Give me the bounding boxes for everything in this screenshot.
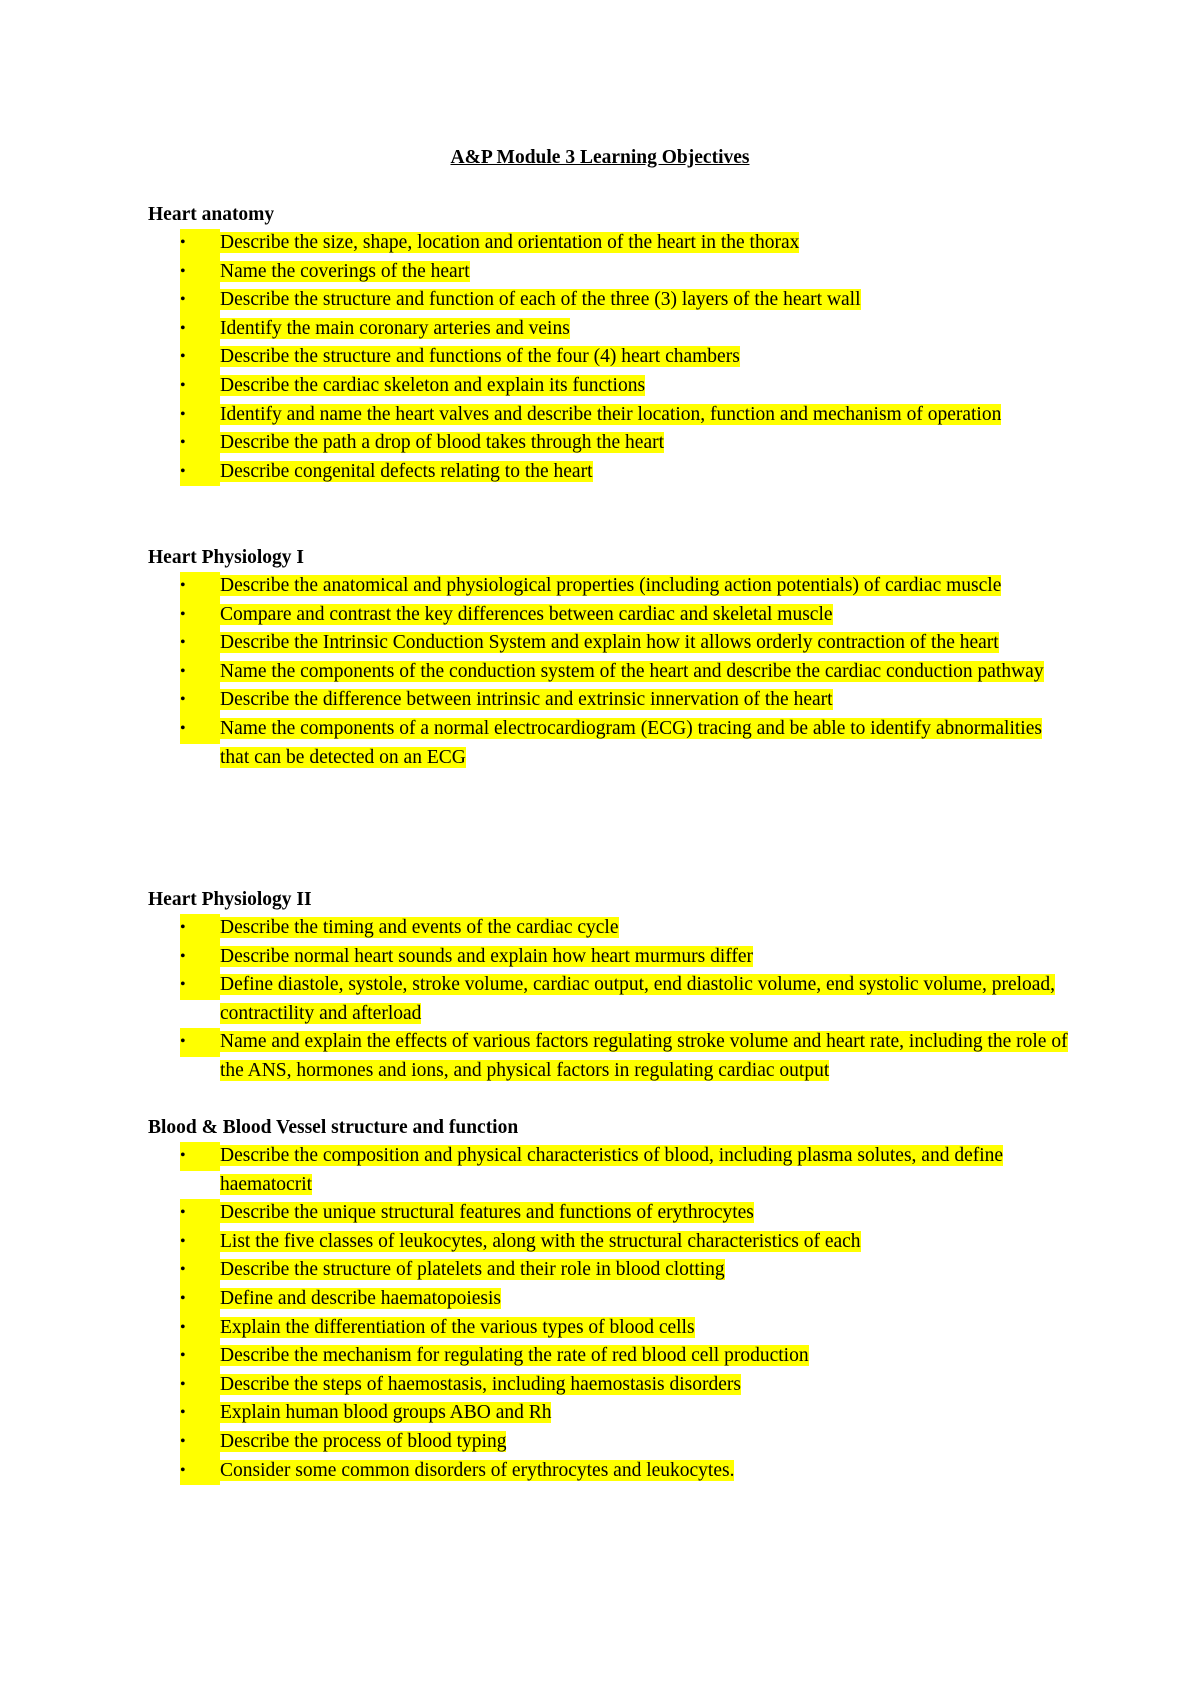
objective-item	[148, 458, 1068, 487]
objective-list	[148, 572, 1068, 772]
objective-item	[148, 601, 1068, 630]
objective-item	[148, 715, 1068, 772]
bullet-icon: •	[180, 1028, 220, 1057]
section-heading: Heart Physiology II	[148, 889, 312, 910]
objective-list	[148, 914, 1068, 1086]
objective-item	[148, 1342, 1068, 1371]
objective-text: Describe the cardiac skeleton and explain its functions	[220, 374, 646, 396]
objective-item	[148, 1371, 1068, 1400]
objective-item	[148, 229, 1068, 258]
bullet-icon: •	[180, 1399, 220, 1428]
objective-text: Explain the differentiation of the various types of blood cells	[220, 1316, 695, 1338]
objective-item	[148, 1142, 1068, 1199]
bullet-icon: •	[180, 1142, 220, 1171]
objective-item	[148, 258, 1068, 287]
bullet-icon: •	[180, 1256, 220, 1285]
objective-item	[148, 1199, 1068, 1228]
bullet-icon: •	[180, 343, 220, 372]
bullet-icon: •	[180, 1314, 220, 1343]
objective-text: Describe the mechanism for regulating the rate of red blood cell production	[220, 1345, 809, 1367]
objective-text: Name the components of the conduction system of the heart and describe the cardiac conduction pathway	[220, 660, 1044, 682]
objective-text: Explain human blood groups ABO and Rh	[220, 1402, 552, 1424]
objective-text: Describe the structure of platelets and their role in blood clotting	[220, 1259, 725, 1281]
section-heart-physiology-1	[148, 544, 1068, 772]
objective-text: Define and describe haematopoiesis	[220, 1287, 502, 1309]
objective-text: Describe the timing and events of the cardiac cycle	[220, 917, 619, 938]
objective-text: Describe the composition and physical characteristics of blood, including plasma solutes, and define haematocrit	[220, 1145, 1004, 1195]
objective-text: Describe the size, shape, location and orientation of the heart in the thorax	[220, 232, 800, 253]
objective-text: Describe the difference between intrinsic and extrinsic innervation of the heart	[220, 689, 833, 711]
objective-text: Identify and name the heart valves and describe their location, function and mechanism of operation	[220, 403, 1002, 425]
objective-text: Describe the process of blood typing	[220, 1430, 507, 1452]
bullet-icon: •	[180, 971, 220, 1000]
objective-text: Name the components of a normal electrocardiogram (ECG) tracing and be able to identify abnormalities that can be detected on an ECG	[220, 717, 1042, 768]
bullet-icon: •	[180, 229, 220, 258]
objective-item	[148, 343, 1068, 372]
bullet-icon: •	[180, 401, 220, 430]
bullet-icon: •	[180, 572, 220, 601]
objective-text: Describe the structure and function of each of the three (3) layers of the heart wall	[220, 289, 861, 311]
bullet-icon: •	[180, 1457, 220, 1486]
bullet-icon: •	[180, 1199, 220, 1228]
objective-text: Describe congenital defects relating to the heart	[220, 460, 593, 482]
objective-text: Name the coverings of the heart	[220, 260, 470, 282]
objective-text: Describe normal heart sounds and explain how heart murmurs differ	[220, 945, 754, 967]
objective-item	[148, 1256, 1068, 1285]
bullet-icon: •	[180, 258, 220, 287]
objective-text: Consider some common disorders of erythrocytes and leukocytes.	[220, 1459, 735, 1481]
section-heart-anatomy	[148, 201, 1068, 486]
bullet-icon: •	[180, 1371, 220, 1400]
bullet-icon: •	[180, 715, 220, 744]
objective-item	[148, 572, 1068, 601]
bullet-icon: •	[180, 458, 220, 487]
section-heading: Heart anatomy	[148, 204, 275, 225]
bullet-icon: •	[180, 658, 220, 687]
objective-item	[148, 914, 1068, 943]
objective-list	[148, 1142, 1068, 1485]
bullet-icon: •	[180, 686, 220, 715]
objective-text: Describe the steps of haemostasis, including haemostasis disorders	[220, 1373, 741, 1395]
objective-text: Compare and contrast the key differences between cardiac and skeletal muscle	[220, 603, 833, 625]
objective-item	[148, 658, 1068, 687]
section-heart-physiology-2	[148, 886, 1068, 1086]
objective-item	[148, 372, 1068, 401]
bullet-icon: •	[180, 315, 220, 344]
bullet-icon: •	[180, 372, 220, 401]
objective-text: Describe the anatomical and physiological properties (including action potentials) of cardiac muscle	[220, 575, 1002, 596]
objective-text: Describe the structure and functions of the four (4) heart chambers	[220, 346, 740, 368]
section-heading: Blood & Blood Vessel structure and function	[148, 1117, 519, 1138]
objective-item	[148, 629, 1068, 658]
objective-item	[148, 401, 1068, 430]
section-blood-vessels	[148, 1114, 1068, 1485]
objective-item	[148, 1399, 1068, 1428]
bullet-icon: •	[180, 429, 220, 458]
objective-item	[148, 315, 1068, 344]
bullet-icon: •	[180, 1342, 220, 1371]
objective-item	[148, 1457, 1068, 1486]
objective-item	[148, 429, 1068, 458]
objective-text: List the five classes of leukocytes, along with the structural characteristics of each	[220, 1230, 861, 1252]
document-title: A&P Module 3 Learning Objectives	[450, 147, 750, 168]
objective-item	[148, 286, 1068, 315]
objective-text: Name and explain the effects of various factors regulating stroke volume and heart rate, including the role of the ANS, hormones and ions, and physical factors in regulating cardiac output	[220, 1031, 1068, 1081]
bullet-icon: •	[180, 1228, 220, 1257]
objective-item	[148, 971, 1068, 1028]
bullet-icon: •	[180, 629, 220, 658]
objective-item	[148, 943, 1068, 972]
bullet-icon: •	[180, 1285, 220, 1314]
section-heading: Heart Physiology I	[148, 547, 304, 568]
objective-text: Describe the path a drop of blood takes through the heart	[220, 432, 665, 454]
bullet-icon: •	[180, 601, 220, 630]
objective-text: Identify the main coronary arteries and veins	[220, 317, 570, 339]
bullet-icon: •	[180, 943, 220, 972]
objective-text: Describe the unique structural features and functions of erythrocytes	[220, 1202, 754, 1224]
objective-item	[148, 686, 1068, 715]
objective-list	[148, 229, 1068, 486]
objective-item	[148, 1314, 1068, 1343]
objective-item	[148, 1028, 1068, 1085]
bullet-icon: •	[180, 914, 220, 943]
objective-item	[148, 1285, 1068, 1314]
bullet-icon: •	[180, 1428, 220, 1457]
objective-item	[148, 1228, 1068, 1257]
objective-text: Define diastole, systole, stroke volume, cardiac output, end diastolic volume, end systolic volume, preload, contractility and afterload	[220, 974, 1056, 1024]
objective-text: Describe the Intrinsic Conduction System and explain how it allows orderly contraction of the heart	[220, 632, 999, 654]
bullet-icon: •	[180, 286, 220, 315]
objective-item	[148, 1428, 1068, 1457]
